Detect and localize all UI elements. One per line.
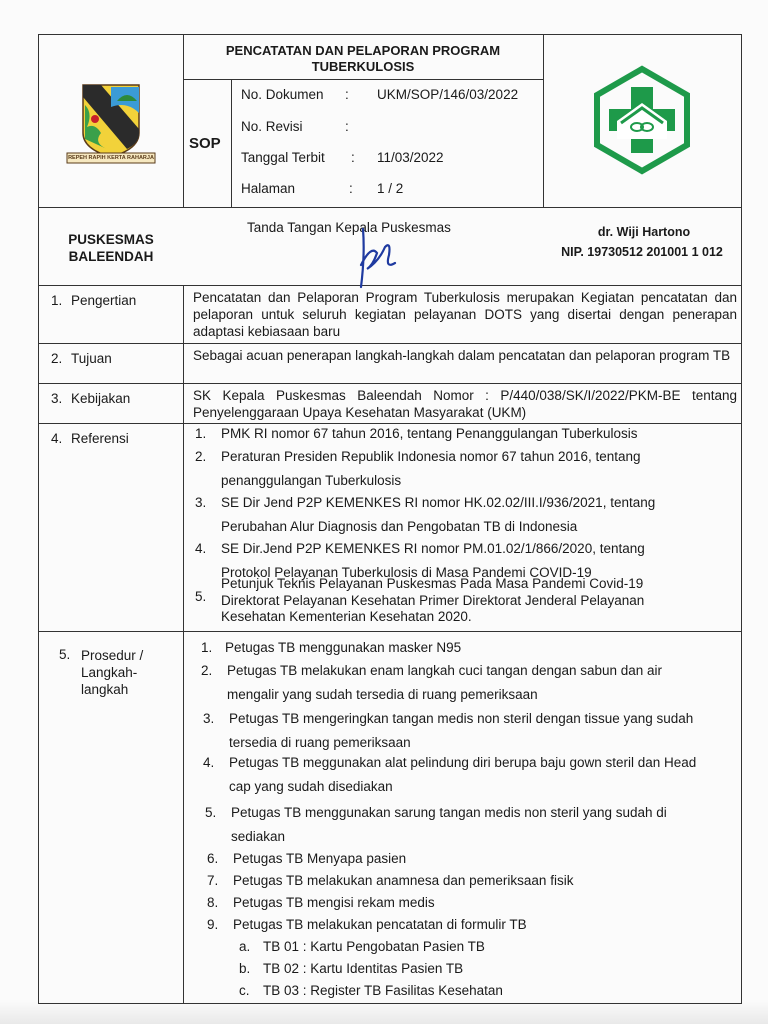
row-divider-4	[39, 631, 741, 632]
step-6-line-1: Petugas TB Menyapa pasien	[233, 851, 407, 866]
institution-name	[39, 231, 183, 265]
step-8-number: 8.	[207, 895, 219, 910]
regency-logo	[61, 83, 161, 165]
section-5-label-line-3: langkah	[81, 682, 129, 697]
step-3-line-2: tersedia di ruang pemeriksaan	[229, 735, 411, 750]
reference-3-line-1: SE Dir Jend P2P KEMENKES RI nomor HK.02.02/III.I/936/2021, tentang	[221, 495, 656, 510]
step-2-number: 2.	[201, 663, 213, 678]
section-2-label: Tujuan	[71, 351, 112, 366]
row-divider-2	[39, 383, 741, 384]
step-5-number: 5.	[205, 805, 217, 820]
reference-1-line-1: PMK RI nomor 67 tahun 2016, tentang Penanggulangan Tuberkulosis	[221, 426, 638, 441]
meta-label-issue-date: Tanggal Terbit	[241, 150, 325, 165]
puskesmas-logo	[587, 65, 697, 175]
meta-colon-page: :	[349, 181, 353, 196]
section-2-number: 2.	[51, 351, 63, 366]
meta-colon-document: :	[345, 87, 349, 102]
sop-divider	[231, 79, 232, 207]
step-7-line-1: Petugas TB melakukan anamnesa dan pemeriksaan fisik	[233, 873, 574, 888]
header-divider-right	[543, 35, 544, 207]
reference-4-line-2: Protokol Pelayanan Tuberkulosis di Masa Pandemi COVID-19	[221, 565, 592, 580]
section-1-text: Pencatatan dan Pelaporan Program Tuberkulosis merupakan Kegiatan pencatatan dan pelaporan untuk seluruh kegiatan pelayanan DOTS yang disertai dengan penerapan adaptasi kebiasaan baru	[193, 290, 737, 339]
substep-b-text: TB 02 : Kartu Identitas Pasien TB	[263, 961, 464, 976]
page-title: PENCATATAN DAN PELAPORAN PROGRAM TUBERKULOSIS	[225, 43, 501, 74]
step-1-line-1: Petugas TB menggunakan masker N95	[225, 640, 462, 655]
section-3-number: 3.	[51, 391, 63, 406]
header-bottom-line	[39, 207, 741, 208]
reference-2-line-2: penanggulangan Tuberkulosis	[221, 473, 402, 488]
step-2-line-1: Petugas TB melakukan enam langkah cuci tangan dengan sabun dan air	[227, 663, 663, 678]
step-2-line-2: mengalir yang sudah tersedia di ruang pemeriksaan	[227, 687, 538, 702]
step-9-number: 9.	[207, 917, 219, 932]
section-3-label: Kebijakan	[71, 391, 131, 406]
section-1-number: 1.	[51, 293, 63, 308]
step-3-number: 3.	[203, 711, 215, 726]
signature-image	[345, 225, 405, 295]
institution-line-1: PUSKESMAS	[68, 232, 154, 247]
reference-4-line-1: SE Dir.Jend P2P KEMENKES RI nomor PM.01.02/1/866/2020, tentang	[221, 541, 645, 556]
meta-label-revision: No. Revisi	[241, 119, 303, 134]
meta-value-issue-date: 11/03/2022	[377, 150, 444, 165]
reference-4-number: 4.	[195, 541, 207, 556]
reference-5-text	[221, 576, 737, 626]
puskesmas-logo-icon	[587, 65, 697, 175]
row-divider-3	[39, 423, 741, 424]
reference-1-number: 1.	[195, 426, 207, 441]
step-5-line-1: Petugas TB menggunakan sarung tangan medis non steril yang sudah di	[231, 805, 667, 820]
substep-c-text: TB 03 : Register TB Fasilitas Kesehatan	[263, 983, 503, 998]
reference-3-number: 3.	[195, 495, 207, 510]
row-divider-1	[39, 343, 741, 344]
section-4-number: 4.	[51, 431, 63, 446]
reference-5-line-1: Petunjuk Teknis Pelayanan Puskesmas Pada Masa Pandemi Covid-19	[221, 576, 644, 591]
step-3-line-1: Petugas TB mengeringkan tangan medis non steril dengan tissue yang sudah	[229, 711, 694, 726]
signature-caption: Tanda Tangan Kepala Puskesmas	[247, 220, 451, 235]
body-column-divider	[183, 285, 184, 1003]
step-4-number: 4.	[203, 755, 215, 770]
reference-5-line-2: Direktorat Pelayanan Kesehatan Primer Direktorat Jenderal Pelayanan	[221, 592, 645, 608]
sop-document-frame	[38, 34, 742, 1004]
reference-2-number: 2.	[195, 449, 207, 464]
institution-line-2: BALEENDAH	[68, 249, 154, 264]
head-nip: NIP. 19730512 201001 1 012	[561, 245, 723, 259]
regency-logo-motto: REPEH RAPIH KERTA RAHARJA	[68, 155, 154, 161]
substep-a-letter: a.	[239, 939, 251, 954]
section-5-label-line-1: Prosedur /	[81, 648, 144, 663]
step-9-line-1: Petugas TB melakukan pencatatan di formulir TB	[233, 917, 527, 932]
step-8-line-1: Petugas TB mengisi rekam medis	[233, 895, 435, 910]
step-4-line-2: cap yang sudah disediakan	[229, 779, 393, 794]
substep-a-text: TB 01 : Kartu Pengobatan Pasien TB	[263, 939, 485, 954]
header-divider-left	[183, 35, 184, 207]
reference-3-line-2: Perubahan Alur Diagnosis dan Pengobatan TB di Indonesia	[221, 519, 578, 534]
section-5-label	[81, 647, 143, 698]
step-7-number: 7.	[207, 873, 219, 888]
substep-b-letter: b.	[239, 961, 251, 976]
title-underline	[183, 79, 543, 80]
sop-label: SOP	[189, 135, 221, 152]
meta-label-page: Halaman	[241, 181, 296, 196]
meta-label-document: No. Dokumen	[241, 87, 324, 102]
meta-value-document: UKM/SOP/146/03/2022	[377, 87, 519, 102]
step-5-line-2: sediakan	[231, 829, 286, 844]
step-4-line-1: Petugas TB meggunakan alat pelindung diri berupa baju gown steril dan Head	[229, 755, 697, 770]
section-1-label: Pengertian	[71, 293, 137, 308]
meta-colon-issue-date: :	[351, 150, 355, 165]
substep-c-letter: c.	[239, 983, 250, 998]
section-5-label-line-2: Langkah-	[81, 665, 138, 680]
reference-5-number: 5.	[195, 589, 207, 604]
section-3-text: SK Kepala Puskesmas Baleendah Nomor : P/440/038/SK/I/2022/PKM-BE tentang Penyelenggaraan Upaya Kesehatan Masyarakat (UKM)	[193, 388, 737, 420]
step-1-number: 1.	[201, 640, 213, 655]
head-name: dr. Wiji Hartono	[597, 225, 691, 239]
meta-value-page: 1 / 2	[377, 181, 404, 196]
meta-colon-revision: :	[345, 119, 349, 134]
section-5-number: 5.	[59, 647, 71, 662]
section-4-label: Referensi	[71, 431, 129, 446]
signature-icon	[345, 225, 405, 295]
reference-2-line-1: Peraturan Presiden Republik Indonesia nomor 67 tahun 2016, tentang	[221, 449, 641, 464]
section-2-text: Sebagai acuan penerapan langkah-langkah dalam pencatatan dan pelaporan program TB	[193, 348, 731, 363]
step-6-number: 6.	[207, 851, 219, 866]
reference-5-line-3: Kesehatan Kementerian Kesehatan 2020.	[221, 609, 472, 624]
